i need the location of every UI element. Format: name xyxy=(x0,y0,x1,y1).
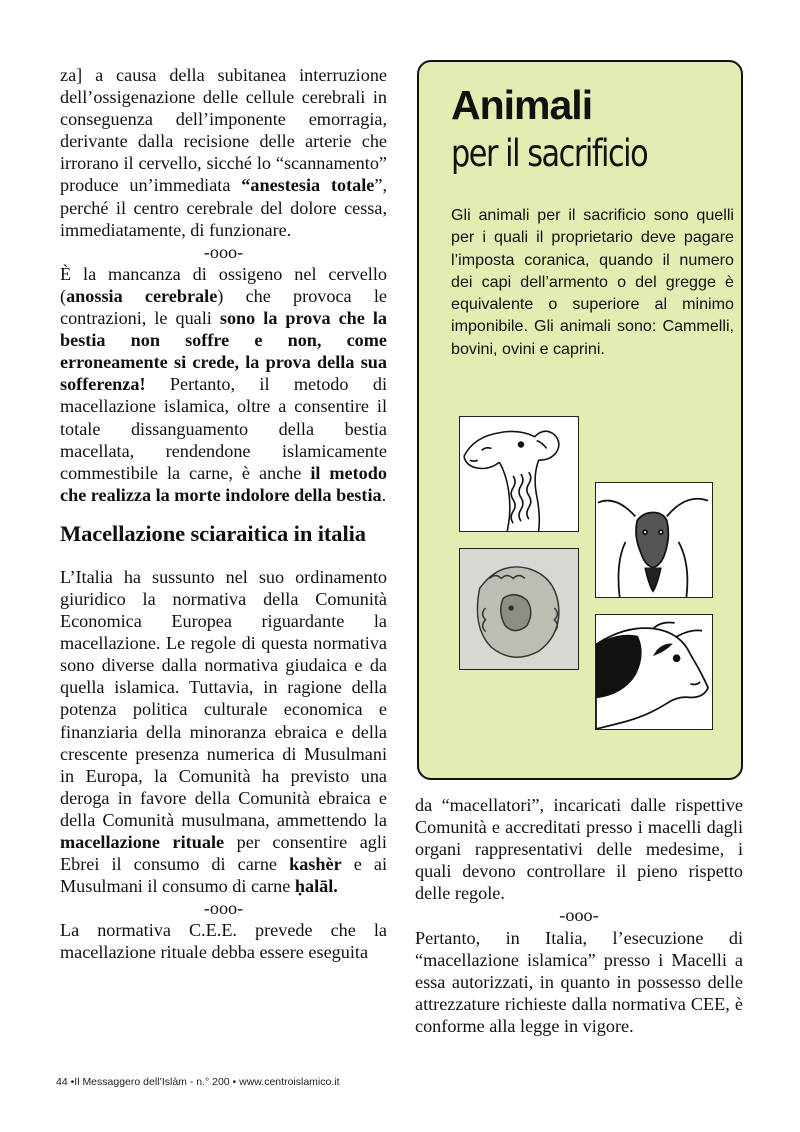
separator: -ooo- xyxy=(559,905,599,926)
bold-text: “anestesia totale xyxy=(241,175,375,196)
cow-image xyxy=(595,614,713,730)
goat-drawing xyxy=(596,483,712,597)
bold-text: kashèr xyxy=(289,854,342,875)
bold-text: il metodo che realizza la morte indolore della bestia xyxy=(60,462,387,505)
goat-image xyxy=(595,482,713,598)
sheep-image xyxy=(459,548,579,670)
sidebar-box xyxy=(417,60,743,780)
paragraph-conclusion: Pertanto, in Italia, l’esecuzione di “macellazione islamica” presso i Macelli a essa autorizzati, in quanto in possesso delle attrezzature richieste dalla normativa CEE, è conforme alla legge in vigore. xyxy=(415,927,743,1036)
paragraph-slaughterers: da “macellatori”, incaricati dalle rispettive Comunità e accreditati presso i macelli dagli organi rappresentativi delle medesime, i quali devono controllare il pieno rispetto delle regole. xyxy=(415,795,743,904)
bold-text: macellazione rituale xyxy=(60,832,225,852)
paragraph-italy-regulation: L’Italia ha sussunto nel suo ordinamento giuridico la normativa della Comunità Economica Europea riguardante la macellazione. Le regole di questa normativa sono diverse dalla normativa giudaica e da quella islamica. Tuttavia, in ragione della potenza politica culturale economica e finanziaria della minoranza ebraica e della crescente presenza numerica di Musulmani in Europa, la Comunità ha previsto una deroga in favore della Comunità ebraica e della Comunità musulmana, ammettendo la macellazione rituale per consentire agli Ebrei il consumo di carne kashèr e ai Musulmani il consumo di carne ḥalāl. xyxy=(60,566,387,897)
paragraph-anesthesia: za] a causa della subitanea interruzione dell’ossigenazione delle cellule cerebrali in conseguenza dell’imponente emorragia, derivante dalla recisione delle arterie che irrorano il cervello, sicché lo “scannamento” produce un’immediata “anestesia totale”, perché il centro cerebrale del dolore cessa, immediatamente, di funzionare. xyxy=(60,65,388,240)
camel-image xyxy=(459,416,579,532)
separator: -ooo- xyxy=(203,898,244,919)
section-heading: Macellazione sciaraitica in italia xyxy=(60,520,366,546)
box-subtitle: per il sacrificio xyxy=(451,132,648,175)
camel-drawing xyxy=(460,417,578,531)
right-column xyxy=(415,794,743,1037)
box-text: Gli animali per il sacrificio sono quelli per i quali il proprietario deve pagare l’imposta coranica, quando il numero dei capi dell’armento o del gregge è equivalente o superiore al minimo imponibile. Gli animali sono: Cammelli, bovini, ovini e caprini. xyxy=(451,206,734,358)
page-footer: 44 •Il Messaggero dell’Islàm - n.° 200 • www.centroislamico.it xyxy=(56,1076,340,1088)
cow-drawing xyxy=(596,615,712,729)
box-title: Animali xyxy=(451,82,593,128)
paragraph-anoxia: È la mancanza di ossigeno nel cervello (anossia cerebrale) che provoca le contrazioni, le quali sono la prova che la bestia non soffre e non, come erroneamente si crede, la prova della sua sofferenza! Pertanto, il metodo di macellazione islamica, oltre a consentire il totale dissanguamento della bestia macellata, rendendone islamicamente commestibile la carne, è anche il metodo che realizza la morte indolore della bestia. xyxy=(60,263,387,505)
sheep-drawing xyxy=(460,549,578,669)
bold-text: anossia cerebrale xyxy=(66,285,218,306)
bold-text: ḥalāl. xyxy=(294,876,338,897)
separator: -ooo- xyxy=(203,241,244,262)
left-column xyxy=(60,64,387,964)
bold-text: sono la prova che la bestia non soffre e non, come erroneamente si crede, la prova della sua sofferenza! xyxy=(60,308,387,395)
paragraph-cee: La normativa C.E.E. prevede che la macellazione rituale debba essere eseguita xyxy=(60,920,387,963)
